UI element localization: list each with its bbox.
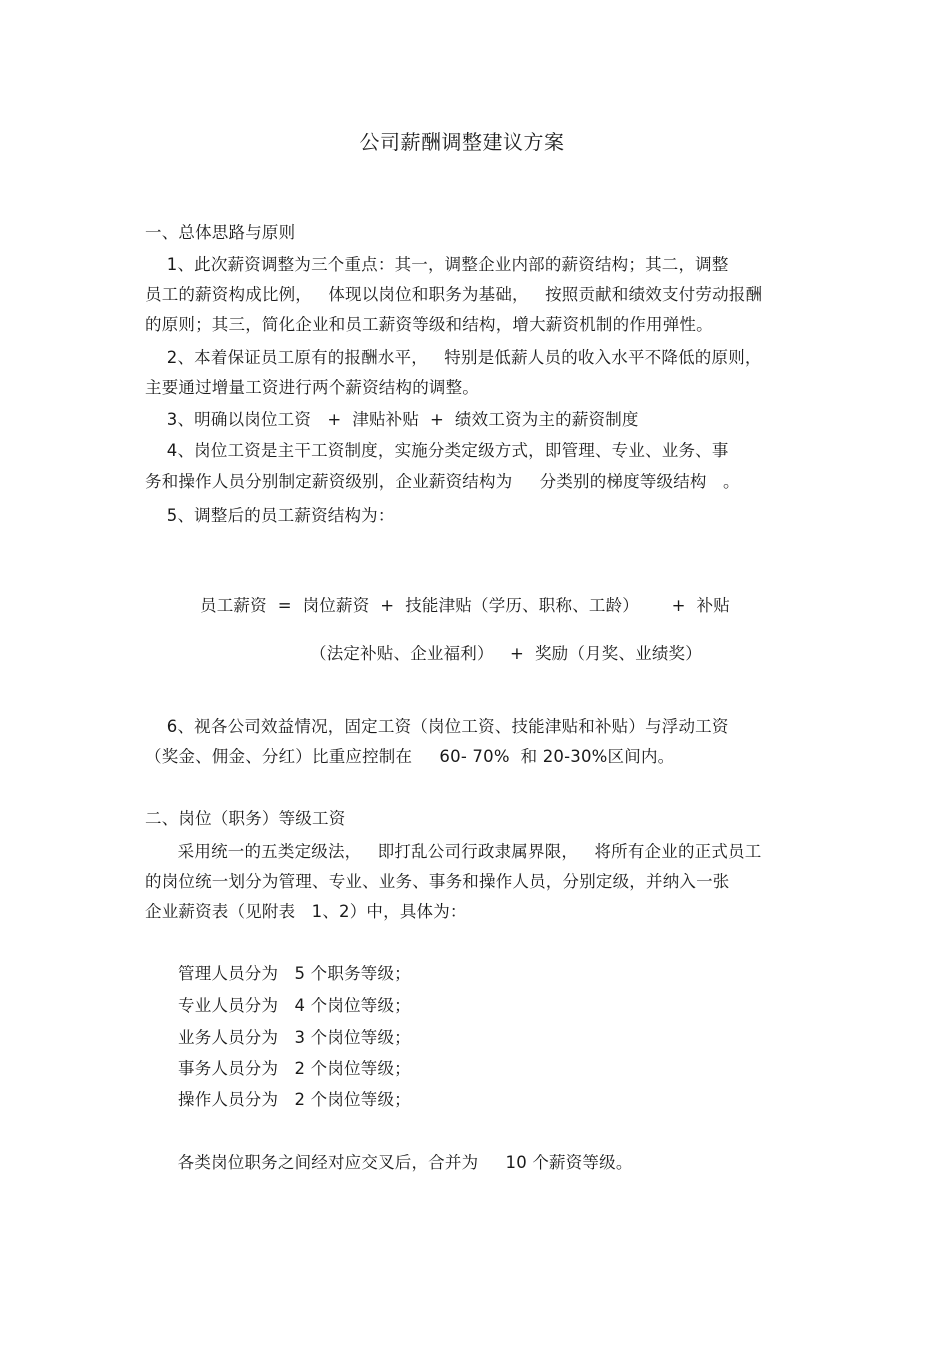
paragraph-line: 5、调整后的员工薪资结构为： bbox=[145, 506, 395, 525]
section-heading-1: 一、总体思路与原则 bbox=[145, 223, 296, 242]
paragraph-line: 企业薪资表（见附表 1、2）中，具体为： bbox=[145, 902, 467, 921]
level-item: 事务人员分为 2 个岗位等级； bbox=[178, 1059, 411, 1078]
paragraph-line: 6、视各公司效益情况，固定工资（岗位工资、技能津贴和补贴）与浮动工资 bbox=[145, 717, 729, 736]
level-item: 专业人员分为 4 个岗位等级； bbox=[178, 996, 411, 1015]
paragraph-line: 3、明确以岗位工资 + 津贴补贴 + 绩效工资为主的薪资制度 bbox=[145, 410, 639, 429]
paragraph-line: 1、此次薪资调整为三个重点：其一，调整企业内部的薪资结构；其二，调整 bbox=[145, 255, 729, 274]
level-item: 管理人员分为 5 个职务等级； bbox=[178, 964, 411, 983]
paragraph-line: 的岗位统一划分为管理、专业、业务、事务和操作人员，分别定级，并纳入一张 bbox=[145, 872, 730, 891]
summary-line: 各类岗位职务之间经对应交叉后，合并为 10 个薪资等级。 bbox=[145, 1153, 633, 1172]
salary-formula-line-1: 员工薪资 = 岗位薪资 + 技能津贴（学历、职称、工龄） + 补贴 bbox=[200, 596, 730, 615]
document-title: 公司薪酬调整建议方案 bbox=[359, 130, 565, 154]
paragraph-line: 主要通过增量工资进行两个薪资结构的调整。 bbox=[145, 378, 479, 397]
salary-formula-line-2: （法定补贴、企业福利） + 奖励（月奖、业绩奖） bbox=[310, 644, 702, 663]
level-item: 业务人员分为 3 个岗位等级； bbox=[178, 1028, 411, 1047]
paragraph-line: （奖金、佣金、分红）比重应控制在 60- 70% 和 20-30%区间内。 bbox=[145, 747, 675, 766]
paragraph-line: 的原则；其三，简化企业和员工薪资等级和结构，增大薪资机制的作用弹性。 bbox=[145, 315, 713, 334]
paragraph-line: 4、岗位工资是主干工资制度，实施分类定级方式，即管理、专业、业务、事 bbox=[145, 441, 729, 460]
paragraph-line: 员工的薪资构成比例， 体现以岗位和职务为基础， 按照贡献和绩效支付劳动报酬 bbox=[145, 285, 763, 304]
paragraph-line: 采用统一的五类定级法， 即打乱公司行政隶属界限， 将所有企业的正式员工 bbox=[145, 842, 762, 861]
level-item: 操作人员分为 2 个岗位等级； bbox=[178, 1090, 411, 1109]
section-heading-2: 二、岗位（职务）等级工资 bbox=[145, 809, 346, 828]
paragraph-line: 2、本着保证员工原有的报酬水平， 特别是低薪人员的收入水平不降低的原则， bbox=[145, 348, 762, 367]
paragraph-line: 务和操作人员分别制定薪资级别，企业薪资结构为 分类别的梯度等级结构 。 bbox=[145, 472, 740, 491]
